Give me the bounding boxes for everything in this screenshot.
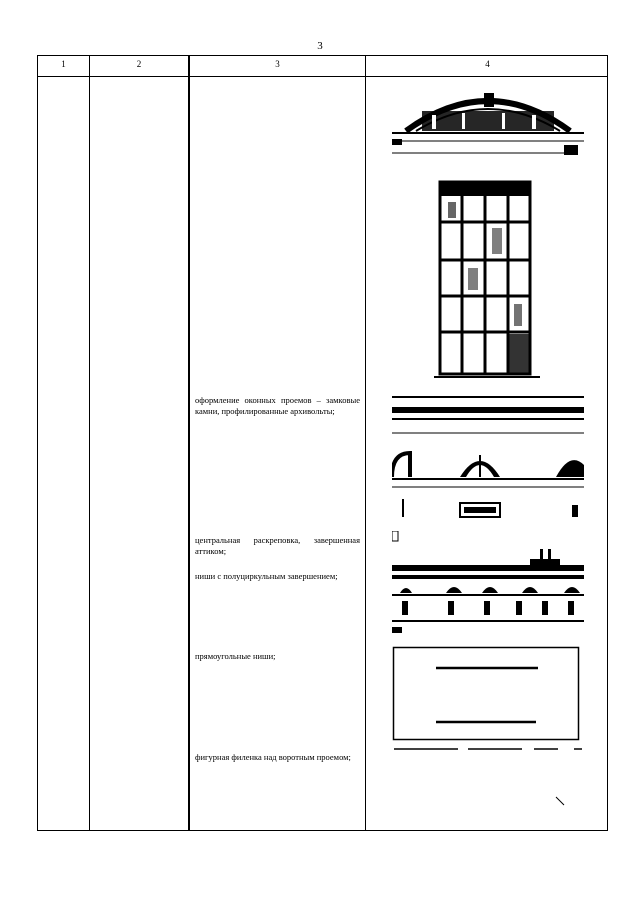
page-number: 3 bbox=[317, 40, 323, 52]
facade-arches-photo bbox=[392, 395, 584, 523]
feature-gate-panel: фигурная филенка над воротным проемом; bbox=[195, 752, 351, 762]
arched-window-photo bbox=[392, 85, 584, 160]
column-header-1: 1 bbox=[61, 59, 66, 69]
column-divider bbox=[89, 56, 90, 830]
header-divider bbox=[38, 76, 607, 77]
facade-attic-photo bbox=[392, 531, 584, 636]
feature-rectangular-niches: прямоугольные ниши; bbox=[195, 651, 276, 661]
tall-window-photo bbox=[428, 178, 542, 383]
column-divider bbox=[365, 56, 366, 830]
gate-panel-photo bbox=[392, 744, 584, 809]
column-header-4: 4 bbox=[485, 59, 490, 69]
feature-window-decoration: оформление оконных проемов – замковые камни, профилированные архивольты; bbox=[195, 395, 360, 416]
rectangular-panel-photo bbox=[392, 646, 584, 742]
column-divider bbox=[188, 56, 190, 830]
feature-arched-niches: ниши с полуциркульным завершением; bbox=[195, 571, 338, 581]
column-header-3: 3 bbox=[275, 59, 280, 69]
feature-central-projection: центральная раскреповка, завершенная аттиком; bbox=[195, 535, 360, 556]
column-header-2: 2 bbox=[136, 59, 142, 69]
